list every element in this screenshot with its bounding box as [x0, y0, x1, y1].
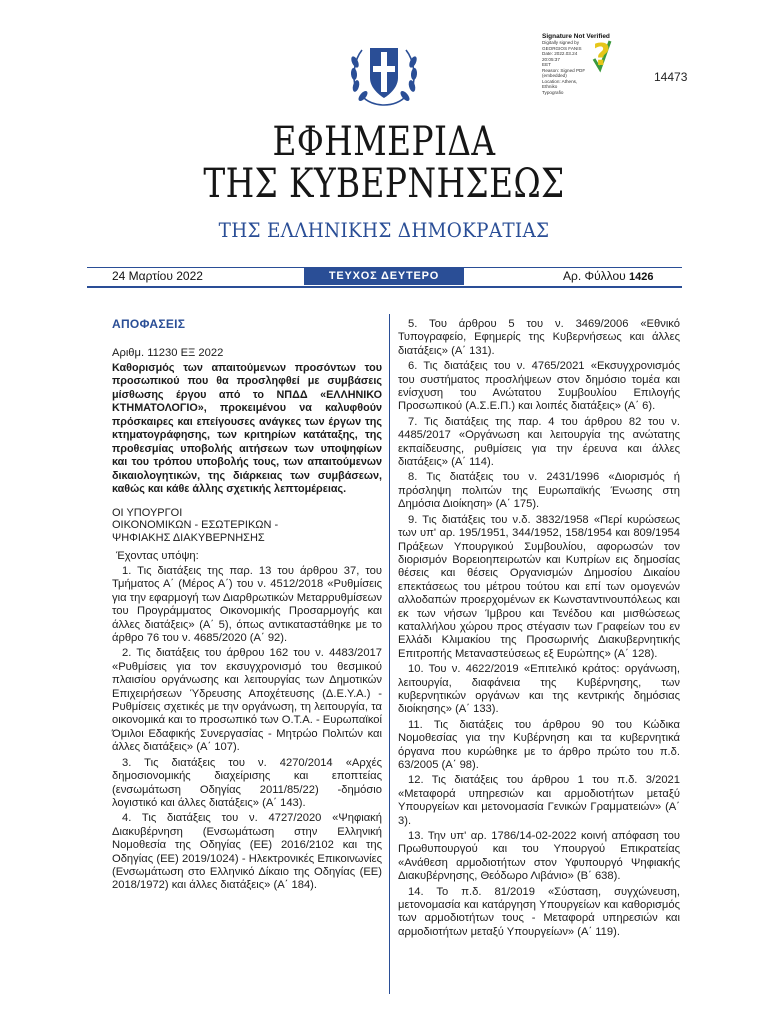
question-mark-check-icon [590, 35, 612, 75]
decision-title: Καθορισμός των απαιτούμενων προσόντων του προσωπικού που θα προσληφθεί με συμβάσεις μίσθωσης έργου από το ΝΠΔΔ «ΕΛΛΗΝΙΚΟ ΚΤΗΜΑΤΟΛΟΓΙΟ», προκειμένου να καλυφθούν πρόσκαιρες και επείγουσες ανάγκες των έργων της κτηματογράφησης, των κριτηρίων κατάταξης, της προθεσμίας υποβολής αιτήσεων των υποψηφίων και του τρόπου υποβολής τους, των απαιτούμενων δικαιολογητικών, της διάρκειας των συμβάσεων, καθώς και κάθε άλλης σχετικής λεπτομέρειας. [112, 361, 382, 496]
decision-number: Αριθμ. 11230 ΕΞ 2022 [112, 347, 224, 360]
column-divider [389, 314, 390, 994]
signature-status: Signature Not Verified [542, 33, 610, 40]
sheet-number [563, 269, 654, 283]
page-serial-number: 14473 [654, 70, 688, 84]
recital-paragraph: 4. Τις διατάξεις του ν. 4727/2020 «Ψηφιακή Διακυβέρνηση (Ενσωμάτωση στην Ελληνική Νομοθεσία της Οδηγίας (ΕΕ) 2016/2102 και της Οδηγίας (ΕΕ) 2019/1024) - Ηλεκτρονικές Επικοινωνίες (Ενσωμάτωση στο Ελληνικό Δίκαιο της Οδηγίας (ΕΕ) 2018/1972) και άλλες διατάξεις» (Α΄ 184). [112, 812, 382, 892]
recital-paragraph: 13. Την υπ' αρ. 1786/14-02-2022 κοινή απόφαση του Πρωθυπουργού και του Υπουργού Επικρατείας «Ανάθεση αρμοδιοτήτων στον Υφυπουργό Ψηφιακής Διακυβέρνησης, Θεόδωρο Λιβάνιο» (Β΄ 638). [398, 830, 680, 883]
issue-date: 24 Μαρτίου 2022 [112, 269, 203, 283]
svg-text:?: ? [593, 38, 611, 73]
left-column [112, 318, 382, 895]
gazette-title-line-1: ΕΦΗΜΕΡΙΔΑ [272, 119, 496, 165]
issue-series-badge: ΤΕΥΧΟΣ ΔΕΥΤΕΡΟ [304, 268, 464, 285]
sheet-label: Αρ. Φύλλου [563, 269, 626, 283]
recital-paragraph: 2. Τις διατάξεις του άρθρου 162 του ν. 4483/2017 «Ρυθμίσεις για τον εκσυγχρονισμό του θεσμικού πλαισίου οργάνωσης και λειτουργίας των Δημοτικών Επιχειρήσεων Ύδρευσης Αποχέτευσης (Δ.Ε.Υ.Α.) - Ρυθμίσεις σχετικές με την οργάνωση, τη λειτουργία, τα οικονομικά και το προσωπικό των Ο.Τ.Α. - Ευρωπαϊκοί Όμιλοι Εδαφικής Συνεργασίας - Μητρώο Πολιτών και άλλες διατάξεις» (Α΄ 107). [112, 647, 382, 754]
digital-signature-stamp [542, 33, 618, 98]
recital-paragraph: 7. Τις διατάξεις της παρ. 4 του άρθρου 82 του ν. 4485/2017 «Οργάνωση και λειτουργία της ανώτατης εκπαίδευσης, ρυθμίσεις για την έρευνα και άλλες διατάξεις» (Α΄ 114). [398, 415, 680, 469]
recital-paragraph: 6. Τις διατάξεις του ν. 4765/2021 «Εκσυγχρονισμός του συστήματος προσλήψεων στον δημόσιο τομέα και ενίσχυση του Ανώτατου Συμβουλίου Επιλογής Προσωπικού (Α.Σ.Ε.Π.) και λοιπές διατάξεις» (Α΄ 6). [398, 360, 680, 413]
recital-paragraph: 11. Τις διατάξεις του άρθρου 90 του Κώδικα Νομοθεσίας για την Κυβέρνηση και τα κυβερνητικά όργανα που κυρώθηκε με το άρθρο πρώτο του π.δ. 63/2005 (Α΄ 98). [398, 718, 680, 771]
having-regard: Έχοντας υπόψη: [116, 549, 199, 562]
recital-paragraph: 9. Τις διατάξεις του ν.δ. 3832/1958 «Περί κυρώσεως των υπ' αρ. 195/1951, 344/1952, 158/1954 και 809/1954 Πράξεων Υπουργικού Συμβουλίου, αφορωσών τον διορισμόν Βορειοηπειρωτών και Κυπρίων εις δημοσίας θέσεις και θέσεις Οργανισμών Δημοσίου Δικαίου επεκτάσεως του μέτρου τούτου και επί των ομογενών αλλοδαπών προερχομένων εκ Κωνσταντινουπόλεως και εκ των νήσων Ίμβρου και Τενέδου και μισθώσεως καταλλήλου χώρου προς στέγασιν των Γραφείων του εν Ελλάδι Κλιμακίου της Προσωρινής Διακυβερνητικής Επιτροπής Μεταναστεύσεως εξ Ευρώπης» (Α΄ 128). [398, 513, 680, 660]
sheet-value: 1426 [629, 271, 654, 283]
gazette-subtitle: ΤΗΣ ΕΛΛΗΝΙΚΗΣ ΔΗΜΟΚΡΑΤΙΑΣ [218, 218, 550, 242]
ministers-heading: ΟΙ ΥΠΟΥΡΓΟΙ ΟΙΚΟΝΟΜΙΚΩΝ - ΕΣΩΤΕΡΙΚΩΝ - ΨΗΦΙΑΚΗΣ ΔΙΑΚΥΒΕΡΝΗΣΗΣ [112, 506, 279, 544]
section-heading: ΑΠΟΦΑΣΕΙΣ [112, 317, 186, 331]
recital-paragraph: 8. Τις διατάξεις του ν. 2431/1996 «Διορισμός ή πρόσληψη πολιτών της Ευρωπαϊκής Ένωσης στη Δημόσια Διοίκηση» (Α΄ 175). [398, 471, 680, 511]
hellenic-republic-emblem-icon [342, 32, 426, 116]
recital-paragraph: 12. Τις διατάξεις του άρθρου 1 του π.δ. 3/2021 «Μεταφορά υπηρεσιών και αρμοδιοτήτων μεταξύ Υπουργείων και μετονομασία Γενικών Γραμματειών» (Α΄ 3). [398, 774, 680, 827]
recital-paragraph: 14. Το π.δ. 81/2019 «Σύσταση, συγχώνευση, μετονομασία και κατάργηση Υπουργείων και καθορισμός των αρμοδιοτήτων τους - Μεταφορά υπηρεσιών και αρμοδιοτήτων μεταξύ Υπουργείων» (Α΄ 119). [398, 885, 680, 938]
gazette-title-line-2: ΤΗΣ ΚΥΒΕΡΝΗΣΕΩΣ [203, 161, 565, 207]
recital-paragraph: 3. Τις διατάξεις του ν. 4270/2014 «Αρχές δημοσιονομικής διαχείρισης και εποπτείας (ενσωμάτωση Οδηγίας 2011/85/22) -δημόσιο λογιστικό και άλλες διατάξεις» (Α΄ 143). [112, 756, 382, 809]
signature-details: Digitally signed by GEORGIOS FANIS Date: 2022.03.24 20:05:37 EET Reason: Signed PDF (embedded) Location: Athens, Ethniko Typografio [542, 40, 586, 95]
recital-paragraph: 5. Του άρθρου 5 του ν. 3469/2006 «Εθνικό Τυπογραφείο, Εφημερίς της Κυβερνήσεως και άλλες διατάξεις» (Α΄ 131). [398, 318, 680, 357]
recital-paragraph: 1. Τις διατάξεις της παρ. 13 του άρθρου 37, του Τμήματος Α΄ (Μέρος Α΄) του ν. 4512/2018 «Ρυθμίσεις για την εφαρμογή των Διαρθρωτικών Μεταρρυθμίσεων του Προγράμματος Οικονομικής Προσαρμογής και άλλες διατάξεις» (Α΄ 5), όπως αντικαταστάθηκε με το άρθρο 76 του ν. 4685/2020 (Α΄ 92). [112, 565, 382, 645]
recital-paragraph: 10. Του ν. 4622/2019 «Επιτελικό κράτος: οργάνωση, λειτουργία, διαφάνεια της Κυβέρνησης, των κυβερνητικών οργάνων και της κεντρικής δημόσιας διοίκησης» (Α΄ 133). [398, 663, 680, 716]
issue-bar-bottom-rule [87, 286, 682, 288]
right-column [398, 318, 680, 941]
